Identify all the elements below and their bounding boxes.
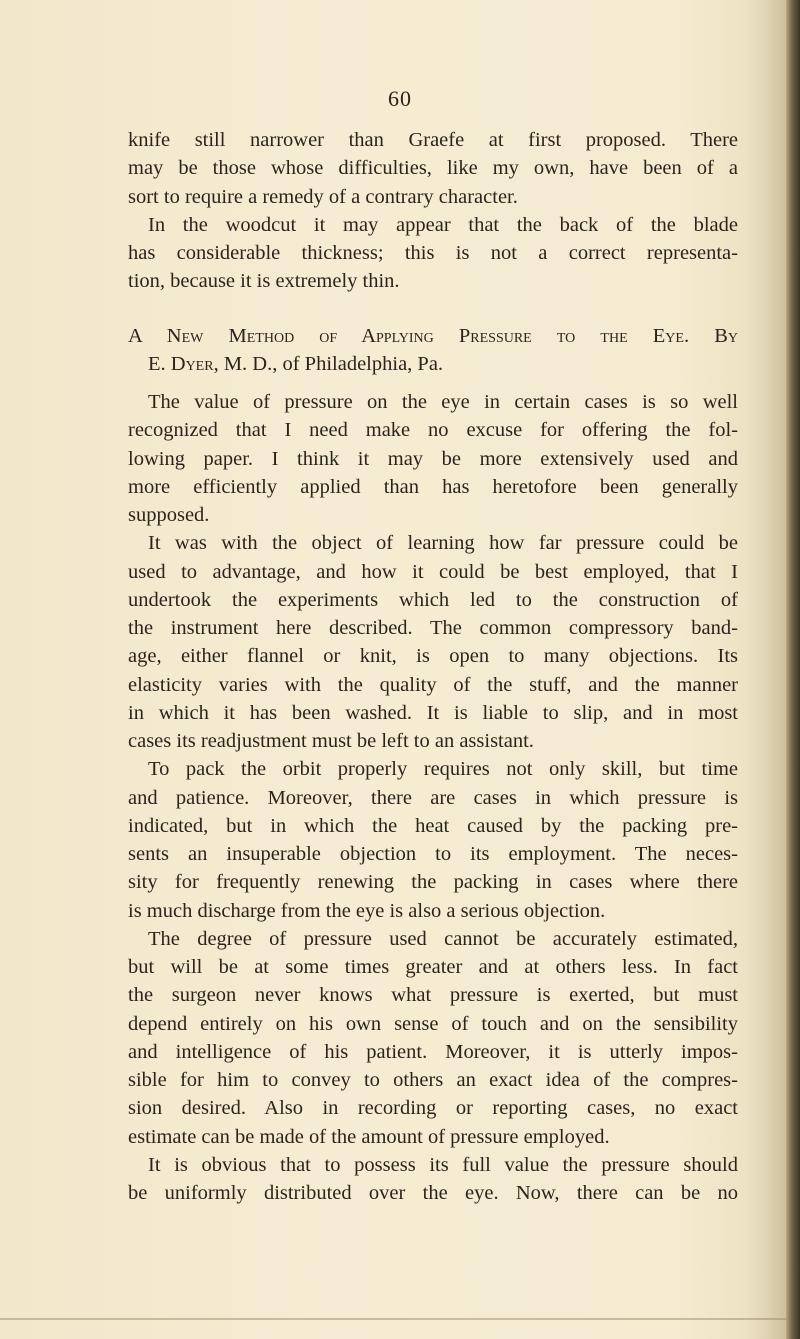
text-line: used to advantage, and how it could be best employed, that I [128,560,738,583]
text-line: is much discharge from the eye is also a serious objection. [128,899,606,922]
text-line: but will be at some times greater and at others less. In fact [128,956,738,978]
text-line: indicated, but in which the heat caused by the packing pre- [128,814,738,837]
text-line: depend entirely on his own sense of touch and on the sensibility [128,1012,738,1035]
heading-line-2 [128,350,738,378]
text-line: It was with the object of learning how far pressure could be [148,532,738,555]
text-line: In the woodcut it may appear that the back of the blade [148,213,738,236]
text-line: undertook the experiments which led to the construction of [128,588,738,611]
text-line: The degree of pressure used cannot be accurately estimated, [148,927,738,950]
text-line: cases its readjustment must be left to an assistant. [128,730,534,752]
text-line: knife still narrower than Graefe at first proposed. There [128,129,738,151]
heading-affiliation: , M. D., of Philadelphia, Pa. [213,352,444,375]
text-line: estimate can be made of the amount of pressure employed. [128,1125,610,1148]
heading-line-1 [128,322,738,350]
text-line: sity for frequently renewing the packing in cases where there [128,871,738,894]
text-line: in which it has been washed. It is liable to slip, and in most [128,701,738,724]
heading-author: E. Dyer [148,352,214,375]
binding-edge [786,0,800,1339]
bottom-rule [0,1318,786,1320]
text-line: The value of pressure on the eye in certain cases is so well [148,391,738,413]
text-line: supposed. [128,504,210,526]
text-line: recognized that I need make no excuse for offering the fol- [128,419,738,442]
text-line: may be those whose difficulties, like my own, have been of a [128,157,738,180]
text-line: age, either flannel or knit, is open to many objections. Its [128,645,738,668]
text-line: and patience. Moreover, there are cases in which pressure is [128,786,738,809]
text-line: and intelligence of his patient. Moreover, it is utterly impos- [128,1040,738,1063]
text-block [128,126,738,1207]
intro-paragraphs [128,126,738,296]
heading-gap [128,378,738,388]
text-line: has considerable thickness; this is not a correct representa- [128,242,738,264]
text-line: To pack the orbit properly requires not only skill, but time [148,758,738,781]
heading-title: A New Method of Applying Pressure to the Eye. By [128,324,738,347]
text-line: sion desired. Also in recording or reporting cases, no exact [128,1097,738,1120]
page-number: 60 [388,86,412,111]
section-heading [128,322,738,379]
text-line: the surgeon never knows what pressure is exerted, but must [128,984,738,1007]
body-paragraphs [128,388,738,1207]
text-line: sort to require a remedy of a contrary character. [128,185,518,208]
text-line: lowing paper. I think it may be more extensively used and [128,447,738,470]
text-line: the instrument here described. The common compressory band- [128,617,738,639]
text-line: be uniformly distributed over the eye. Now, there can be no [128,1182,738,1204]
text-line: tion, because it is extremely thin. [128,270,400,293]
section-gap [128,296,738,322]
text-line: elasticity varies with the quality of the stuff, and the manner [128,673,738,696]
binding-shadow [746,0,786,1339]
text-line: more efficiently applied than has heretofore been generally [128,475,738,498]
text-line: sents an insuperable objection to its employment. The neces- [128,843,738,865]
text-line: sible for him to convey to others an exact idea of the compres- [128,1069,738,1091]
text-line: It is obvious that to possess its full value the pressure should [148,1153,738,1176]
